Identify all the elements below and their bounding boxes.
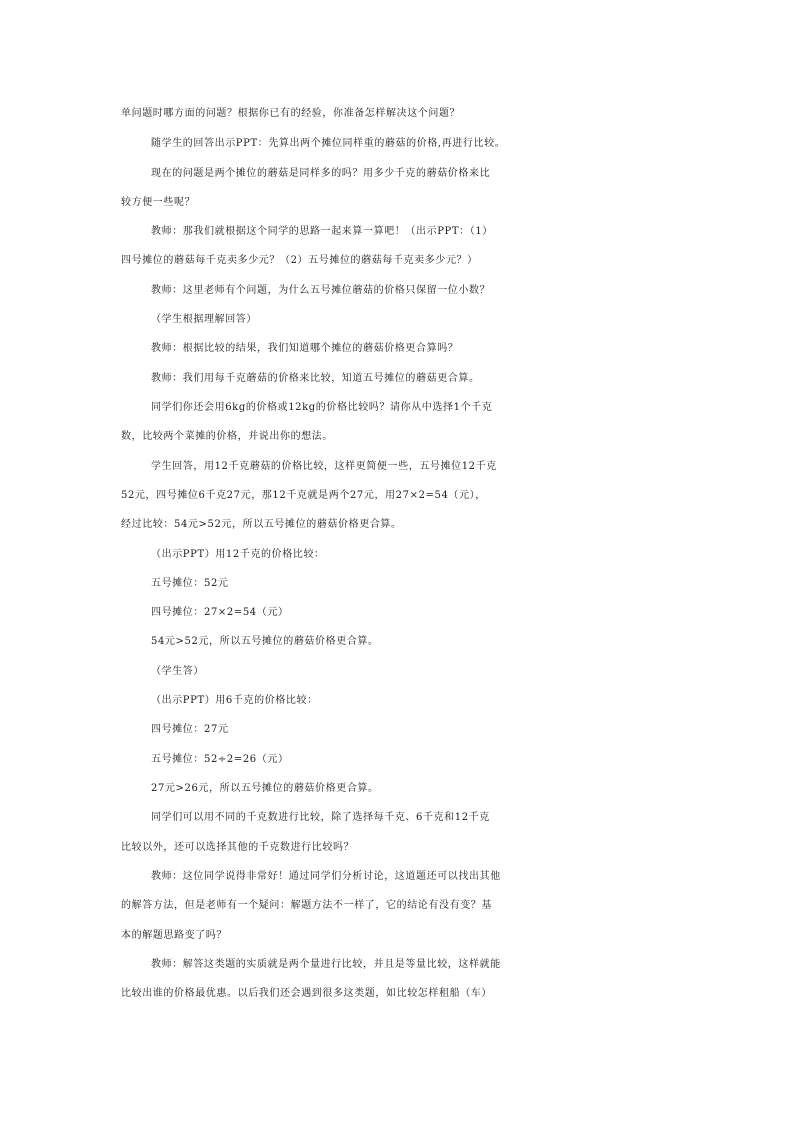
text-line: 同学们可以用不同的千克数进行比较，除了选择每千克、6千克和12千克: [151, 812, 490, 823]
text-line: 四号摊位：27元: [151, 724, 229, 735]
text-line: 的解答方法，但是老师有一个疑问：解题方法不一样了，它的结论有没有变？基: [121, 900, 492, 911]
text-line: 比较出谁的价格最优惠。以后我们还会遇到很多这类题，如比较怎样租船（车）: [121, 988, 492, 999]
text-line: 教师：这里老师有个问题，为什么五号摊位蘑菇的价格只保留一位小数？: [151, 285, 491, 296]
text-line: 27元>26元，所以五号摊位的蘑菇价格更合算。: [151, 783, 379, 794]
text-line: 学生回答，用12千克蘑菇的价格比较，这样更简便一些，五号摊位12千克: [151, 461, 497, 472]
text-line: 教师：我们用每千克蘑菇的价格来比较，知道五号摊位的蘑菇更合算。: [151, 373, 480, 384]
text-line: 随学生的回答出示PPT：先算出两个摊位同样重的蘑菇的价格,再进行比较。: [151, 138, 506, 149]
text-line: 单问题时哪方面的问题？根据你已有的经验，你准备怎样解决这个问题？: [121, 108, 461, 119]
text-line: 五号摊位：52÷2=26（元）: [151, 754, 289, 765]
text-line: （学生答）: [151, 666, 204, 677]
text-line: 教师：那我们就根据这个同学的思路一起来算一算吧！（出示PPT：（1）: [151, 226, 493, 237]
text-line: 现在的问题是两个摊位的蘑菇是同样多的吗？用多少千克的蘑菇价格来比: [151, 168, 491, 179]
text-line: 54元>52元，所以五号摊位的蘑菇价格更合算。: [151, 636, 379, 647]
text-line: 数，比较两个菜摊的价格，并说出你的想法。: [121, 431, 333, 442]
text-line: （出示PPT）用6千克的价格比较：: [151, 695, 318, 706]
text-line: （学生根据理解回答）: [151, 314, 257, 325]
text-line: 本的解题思路变了吗？: [121, 930, 227, 941]
text-line: 四号摊位的蘑菇每千克卖多少元？（2）五号摊位的蘑菇每千克卖多少元？）: [121, 255, 478, 266]
text-line: （出示PPT）用12千克的价格比较：: [151, 549, 325, 560]
text-line: 教师：解答这类题的实质就是两个量进行比较，并且是等量比较，这样就能: [151, 959, 501, 970]
text-line: 52元，四号摊位6千克27元，那12千克就是两个27元，用27×2=54（元），: [121, 490, 486, 501]
text-line: 同学们你还会用6kg的价格或12kg的价格比较吗？请你从中选择1个千克: [151, 402, 493, 413]
text-line: 四号摊位：27×2=54（元）: [151, 607, 289, 618]
text-line: 比较以外，还可以选择其他的千克数进行比较吗？: [121, 842, 355, 853]
text-line: 五号摊位：52元: [151, 578, 229, 589]
text-line: 教师：这位同学说得非常好！通过同学们分析讨论，这道题还可以找出其他: [151, 871, 501, 882]
text-line: 经过比较：54元>52元，所以五号摊位的蘑菇价格更合算。: [121, 519, 402, 530]
text-line: 较方便一些呢？: [121, 197, 196, 208]
text-line: 教师：根据比较的结果，我们知道哪个摊位的蘑菇价格更合算吗？: [151, 343, 459, 354]
